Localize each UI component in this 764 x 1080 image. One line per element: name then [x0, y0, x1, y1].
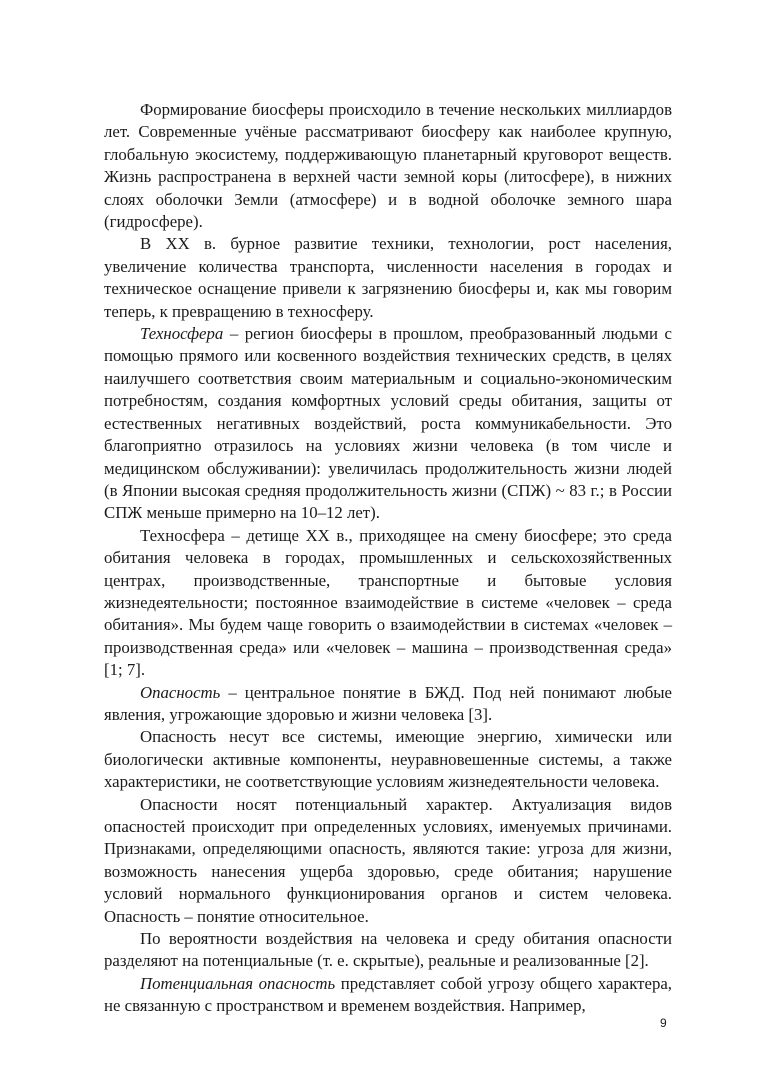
- paragraph-technosphere-definition: [104, 323, 672, 525]
- paragraph-xx-century: [104, 233, 672, 323]
- paragraph-danger-systems: [104, 726, 672, 793]
- term-potential-danger: Потенциальная опасность: [140, 973, 336, 993]
- paragraph-technosphere-child: [104, 525, 672, 682]
- paragraph-probability: [104, 928, 672, 973]
- paragraph-text: представляет собой угрозу общего характера, не связанную с пространством и временем воздействия. Например,: [104, 973, 672, 1016]
- paragraph-text: Техносфера – детище XX в., приходящее на смену биосфере; это среда обитания человека в городах, промышленных и сельскохозяйственных центрах, производственные, транспортные и бытовые условия жизнедеятельности; постоянное взаимодействие в системе «человек – среда обитания». Мы будем чаще говорить о взаимодействии в системах «человек – производственная среда» или «человек – машина – производственная среда» [1; 7].: [104, 525, 672, 680]
- paragraph-biosphere: [104, 99, 672, 233]
- page-number: 9: [660, 1016, 667, 1030]
- term-danger: Опасность: [140, 682, 221, 702]
- term-technosphere: Техносфера: [140, 324, 224, 344]
- paragraph-text: Опасности носят потенциальный характер. Актуализация видов опасностей происходит при определенных условиях, именуемых причинами. Признаками, определяющими опасность, являются такие: угроза для жизни, возможность нанесения ущерба здоровью, среде обитания; нарушение условий нормального функционирования органов и систем человека. Опасность – понятие относительное.: [104, 794, 672, 926]
- paragraph-text: – центральное понятие в БЖД. Под ней понимают любые явления, угрожающие здоровью и жизни человека [3].: [104, 682, 672, 724]
- body-text: [104, 99, 672, 1018]
- paragraph-text: В XX в. бурное развитие техники, технологии, рост населения, увеличение количества транспорта, численности населения в городах и техническое оснащение привели к загрязнению биосферы и, как мы говорим теперь, к превращению в техносферу.: [104, 234, 672, 321]
- paragraph-text: Опасность несут все системы, имеющие энергию, химически или биологически активные компоненты, неуравновешенные системы, а также характеристики, не соответствующие условиям жизнедеятельности человека.: [104, 727, 672, 792]
- paragraph-text: – регион биосферы в прошлом, преобразованный людьми с помощью прямого или косвенного воздействия технических средств, в целях наилучшего соответствия своим материальным и социально-экономическим потребностям, создания комфортных условий среды обитания, защиты от естественных негативных воздействий, роста коммуникабельности. Это благоприятно отразилось на условиях жизни человека (в том числе и медицинском обслуживании): увеличилась продолжительность жизни людей (в Японии высокая средняя продолжительность жизни (СПЖ) ~ 83 г.; в России СПЖ меньше примерно на 10–12 лет).: [104, 324, 672, 523]
- paragraph-text: Формирование биосферы происходило в течение нескольких миллиардов лет. Современные учёные рассматривают биосферу как наиболее крупную, глобальную экосистему, поддерживающую планетарный круговорот веществ. Жизнь распространена в верхней части земной коры (литосфере), в нижних слоях оболочки Земли (атмосфере) и в водной оболочке земного шара (гидросфере).: [104, 100, 672, 232]
- paragraph-danger-definition: [104, 682, 672, 727]
- paragraph-text: По вероятности воздействия на человека и среду обитания опасности разделяют на потенциальные (т. е. скрытые), реальные и реализованные [2].: [104, 929, 672, 971]
- paragraph-potential-danger: [104, 973, 672, 1018]
- paragraph-potential-character: [104, 794, 672, 928]
